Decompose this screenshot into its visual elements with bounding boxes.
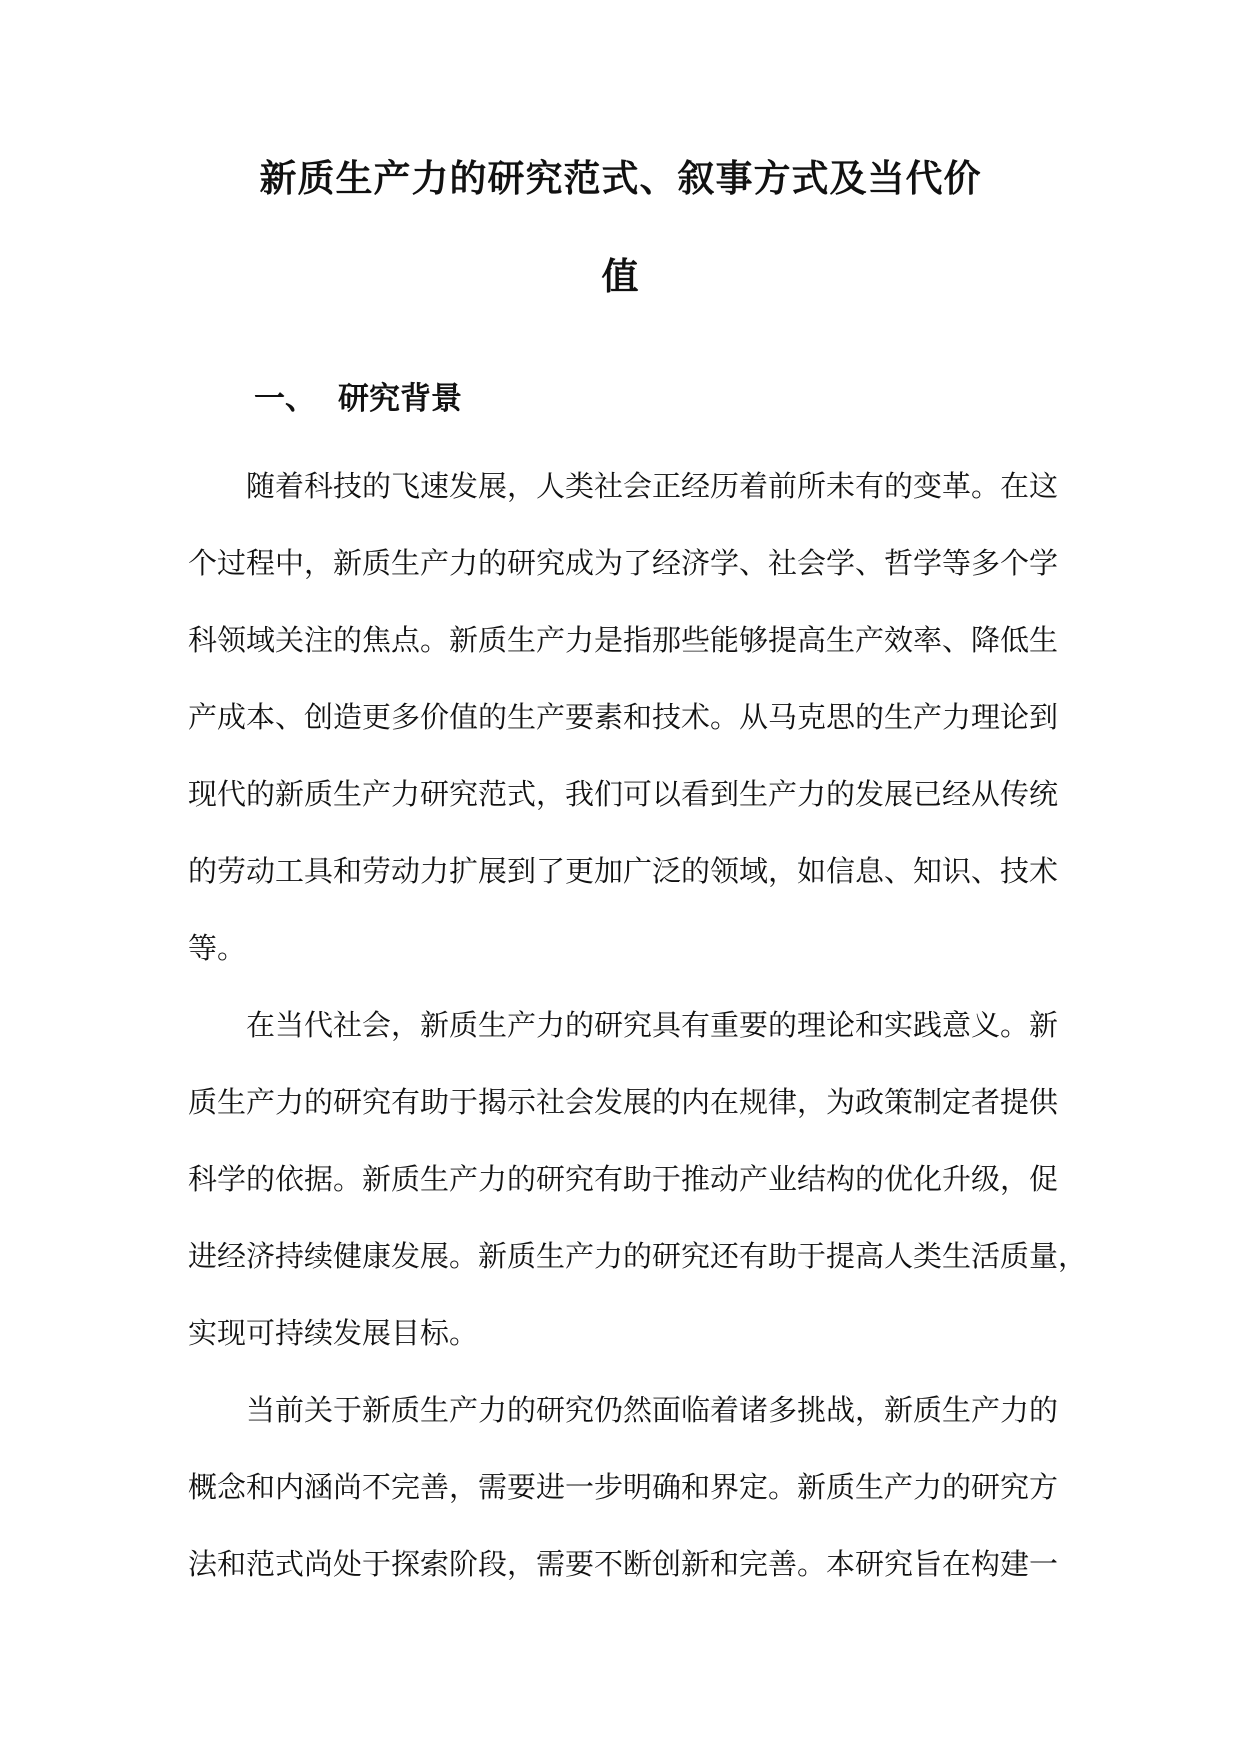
document-title-line-2: 值 bbox=[601, 254, 640, 298]
paragraph-line: 实现可持续发展目标。 bbox=[188, 1316, 479, 1350]
paragraph-line: 质生产力的研究有助于揭示社会发展的内在规律，为政策制定者提供 bbox=[188, 1085, 1059, 1119]
section-heading bbox=[254, 379, 462, 419]
paragraph-line: 现代的新质生产力研究范式，我们可以看到生产力的发展已经从传统 bbox=[188, 777, 1059, 811]
document-title-line-1: 新质生产力的研究范式、叙事方式及当代价 bbox=[259, 156, 982, 200]
paragraph-1 bbox=[188, 448, 1059, 987]
paragraph-line: 概念和内涵尚不完善，需要进一步明确和界定。新质生产力的研究方 bbox=[188, 1470, 1059, 1504]
paragraph-line: 的劳动工具和劳动力扩展到了更加广泛的领域，如信息、知识、技术 bbox=[188, 854, 1059, 888]
paragraph-line: 科领域关注的焦点。新质生产力是指那些能够提高生产效率、降低生 bbox=[188, 623, 1059, 657]
paragraph-line: 法和范式尚处于探索阶段，需要不断创新和完善。本研究旨在构建一 bbox=[188, 1547, 1059, 1581]
paragraph-line: 随着科技的飞速发展，人类社会正经历着前所未有的变革。在这 bbox=[246, 469, 1059, 503]
paragraph-line: 等。 bbox=[188, 931, 247, 965]
section-number: 一、 bbox=[254, 381, 316, 417]
paragraph-2 bbox=[188, 987, 1088, 1372]
paragraph-line: 产成本、创造更多价值的生产要素和技术。从马克思的生产力理论到 bbox=[188, 700, 1059, 734]
section-title: 研究背景 bbox=[338, 381, 462, 417]
paragraph-line: 科学的依据。新质生产力的研究有助于推动产业结构的优化升级，促 bbox=[188, 1162, 1059, 1196]
paragraph-3 bbox=[188, 1372, 1059, 1603]
paragraph-line: 当前关于新质生产力的研究仍然面临着诸多挑战，新质生产力的 bbox=[246, 1393, 1059, 1427]
paragraph-line: 在当代社会，新质生产力的研究具有重要的理论和实践意义。新 bbox=[246, 1008, 1059, 1042]
paragraph-line: 进经济持续健康发展。新质生产力的研究还有助于提高人类生活质量， bbox=[188, 1239, 1088, 1273]
paragraph-line: 个过程中，新质生产力的研究成为了经济学、社会学、哲学等多个学 bbox=[188, 546, 1059, 580]
